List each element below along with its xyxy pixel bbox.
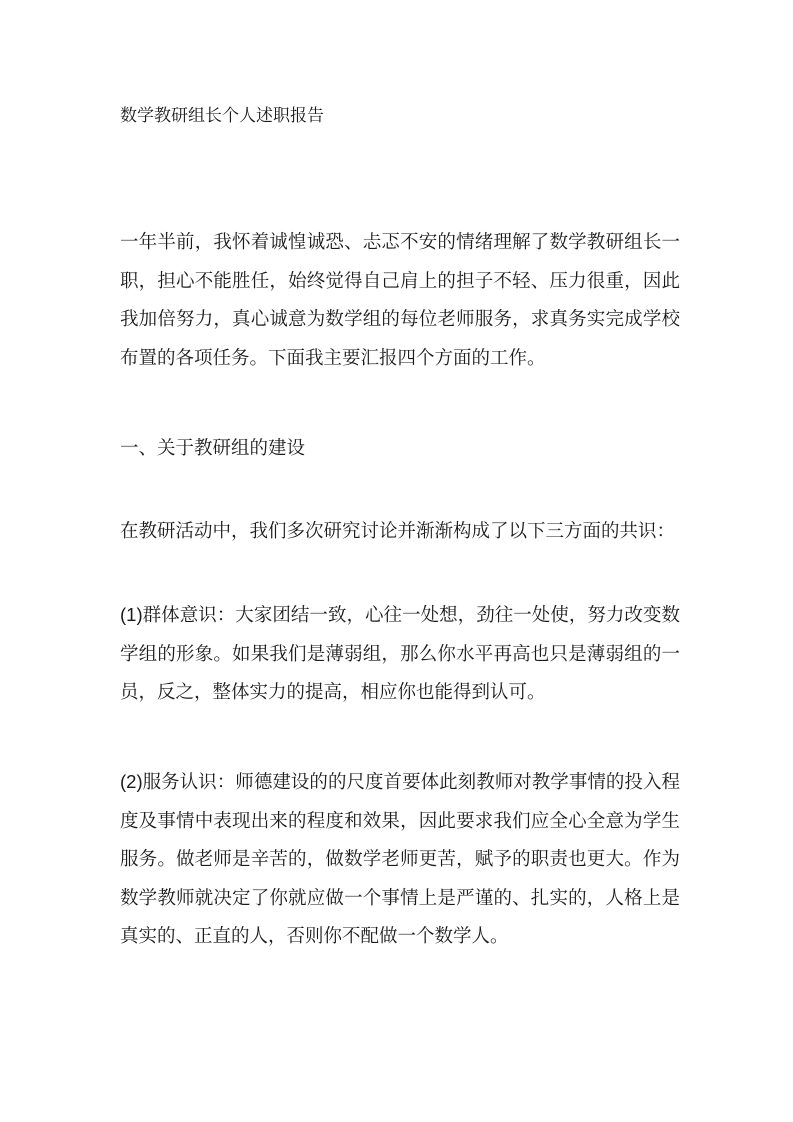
intro-line: 一年半前，我怀着诚惶诚恐、忐忑不安的情绪理解了数学教研组长一 <box>120 232 680 253</box>
section-heading-text: 一、关于教研组的建设 <box>120 438 306 459</box>
point-2-line: 数学教师就决定了你就应做一个事情上是严谨的、扎实的，人格上是 <box>120 887 680 909</box>
point-2-line: 度及事情中表现出来的程度和效果，因此要求我们应全心全意为学生 <box>120 810 680 832</box>
point-1-line: 学组的形象。如果我们是薄弱组，那么你水平再高也只是薄弱组的一 <box>120 643 680 665</box>
point-2-line: 真实的、正直的人，否则你不配做一个数学人。 <box>120 926 509 947</box>
section-heading <box>120 430 680 469</box>
intro-line: 布置的各项任务。下面我主要汇报四个方面的工作。 <box>120 347 546 369</box>
point-2-first-text: 服务认识：师德建设的的尺度首要体此刻教师对教学事情的投入程 <box>142 772 680 793</box>
point-2-line <box>120 763 680 803</box>
point-1-paragraph <box>120 596 680 713</box>
point-1-line: 员，反之，整体实力的提高，相应你也能得到认可。 <box>120 682 546 703</box>
point-2-paragraph <box>120 763 680 957</box>
point-1-line <box>120 596 680 636</box>
point-2-line: 服务。做老师是辛苦的，做数学老师更苦，赋予的职责也更大。作为 <box>120 849 680 870</box>
intro-line: 职，担心不能胜任，始终觉得自己肩上的担子不轻、压力很重，因此 <box>120 270 680 292</box>
intro-paragraph <box>120 224 680 378</box>
section-intro-paragraph <box>120 513 680 552</box>
intro-line: 我加倍努力，真心诚意为数学组的每位老师服务，求真务实完成学校 <box>120 309 680 330</box>
document-title: 数学教研组长个人述职报告 <box>120 106 324 126</box>
section-intro-text: 在教研活动中，我们多次研究讨论并渐渐构成了以下三方面的共识： <box>120 521 676 542</box>
point-1-first-text: 群体意识：大家团结一致，心往一处想，劲往一处使，努力改变数 <box>142 605 680 626</box>
point-2-number: (2) <box>120 771 143 792</box>
point-1-number: (1) <box>120 604 143 625</box>
